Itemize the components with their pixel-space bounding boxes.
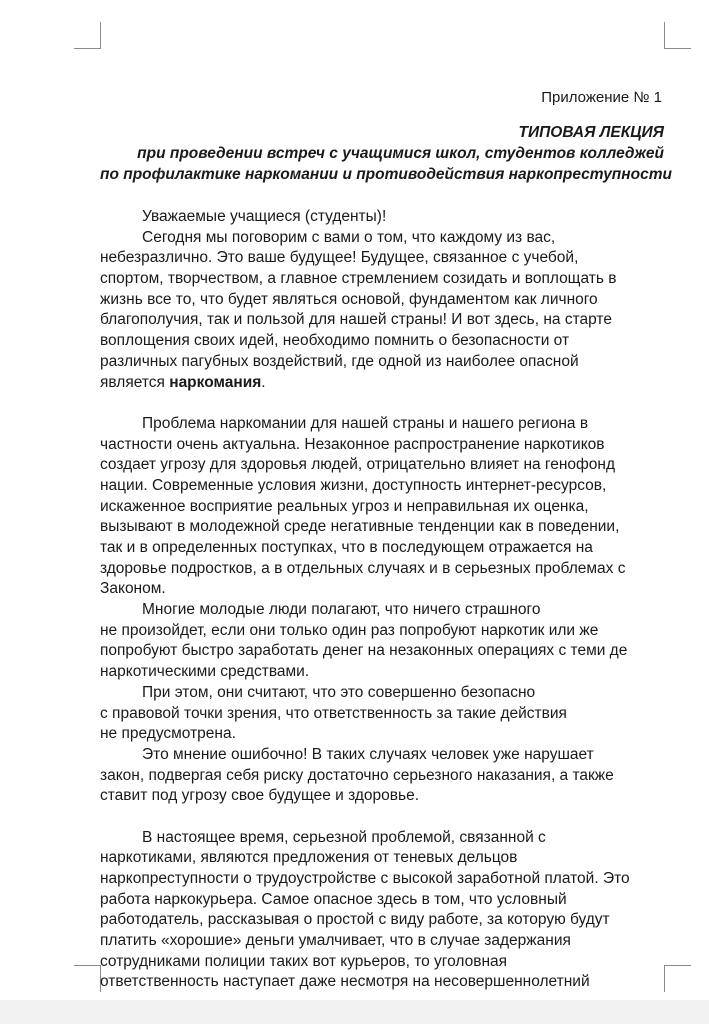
body-line: попробуют быстро заработать денег на незаконных операциях с теми де [100,642,628,660]
appendix-label: Приложение № 1 [541,89,662,106]
body-line: наркотическими средствами. [100,663,310,681]
body-line: здоровье подростков, а в отдельных случаях и в серьезных проблемах с [100,559,626,577]
body-line: Законом. [100,580,166,598]
body-line: При этом, они считают, что это совершенно безопасно [142,683,536,701]
crop-mark-top-right [664,22,691,49]
body-line: наркопреступности о трудоустройстве с высокой заработной платой. Это [100,870,630,887]
body-line: с правовой точки зрения, что ответственность за такие действия [100,704,567,722]
body-line: работа наркокурьера. Самое опасное здесь в том, что условный [100,890,567,908]
paragraph-gap [100,807,670,828]
heading-subtitle-line-1: при проведении встреч с учащимися школ, студентов колледжей [137,145,664,162]
body-line: Уважаемые учащиеся (студенты)! [142,208,387,225]
body-line: создает угрозу для здоровья людей, отрицательно влияет на генофонд [100,456,616,474]
body-line: сотрудниками полиции таких вот курьеров, то уголовная [100,952,508,970]
crop-mark-bottom-left [74,965,101,992]
body-line: Сегодня мы поговорим с вами о том, что каждому из вас, [142,228,556,246]
heading-title: ТИПОВАЯ ЛЕКЦИЯ [518,124,664,141]
document-body [100,207,670,993]
body-line: не произойдет, если они только один раз попробуют наркотик или же [100,621,599,639]
body-line: ответственность наступает даже несмотря на несовершеннолетний [100,973,590,991]
paragraph-gap [100,393,670,414]
body-text: . [261,373,266,391]
body-line: платить «хорошие» деньги умалчивает, что в случае задержания [100,932,571,950]
body-line: искаженное восприятие реальных угроз и неправильная их оценка, [100,497,589,515]
heading-subtitle-line-2: по профилактике наркомании и противодействия наркопреступности [100,166,672,183]
body-line: благополучия, так и пользой для нашей страны! И вот здесь, на старте [100,311,612,329]
body-line: различных пагубных воздействий, где одной из наиболее опасной [100,352,579,370]
body-line: воплощения своих идей, необходимо помнить о безопасности от [100,332,570,350]
body-line: частности очень актуальна. Незаконное распространение наркотиков [100,435,605,453]
body-line [100,373,670,394]
body-line: В настоящее время, серьезной проблемой, связанной с [142,828,546,846]
body-line: Проблема наркомании для нашей страны и нашего региона в [142,414,589,432]
body-line: небезразлично. Это ваше будущее! Будущее, связанное с учебой, [100,249,579,267]
body-line: наркотиками, являются предложения от теневых дельцов [100,849,518,867]
body-text: является [100,373,170,391]
body-line: Многие молодые люди полагают, что ничего страшного [142,601,541,619]
body-line: жизнь все то, что будет являться основой, фундаментом как личного [100,290,598,308]
document-heading [100,122,672,185]
body-line: так и в определенных поступках, что в последующем отражается на [100,539,593,556]
body-line: Это мнение ошибочно! В таких случаях человек уже нарушает [142,745,594,763]
body-line: закон, подвергая себя риску достаточно серьезного наказания, а также [100,766,614,784]
emphasized-term: наркомания [169,373,262,391]
body-line: спортом, творчеством, а главное стремлением созидать и воплощать в [100,270,617,288]
body-line: ставит под угрозу свое будущее и здоровье. [100,787,419,805]
body-line: не предусмотрена. [100,725,236,743]
body-line: работодатель, рассказывая о простой с виду работе, за которую будут [100,911,610,929]
body-line: вызывают в молодежной среде негативные тенденции как в поведении, [100,518,620,536]
body-line: нации. Современные условия жизни, доступность интернет-ресурсов, [100,476,607,494]
crop-mark-top-left [74,22,101,49]
